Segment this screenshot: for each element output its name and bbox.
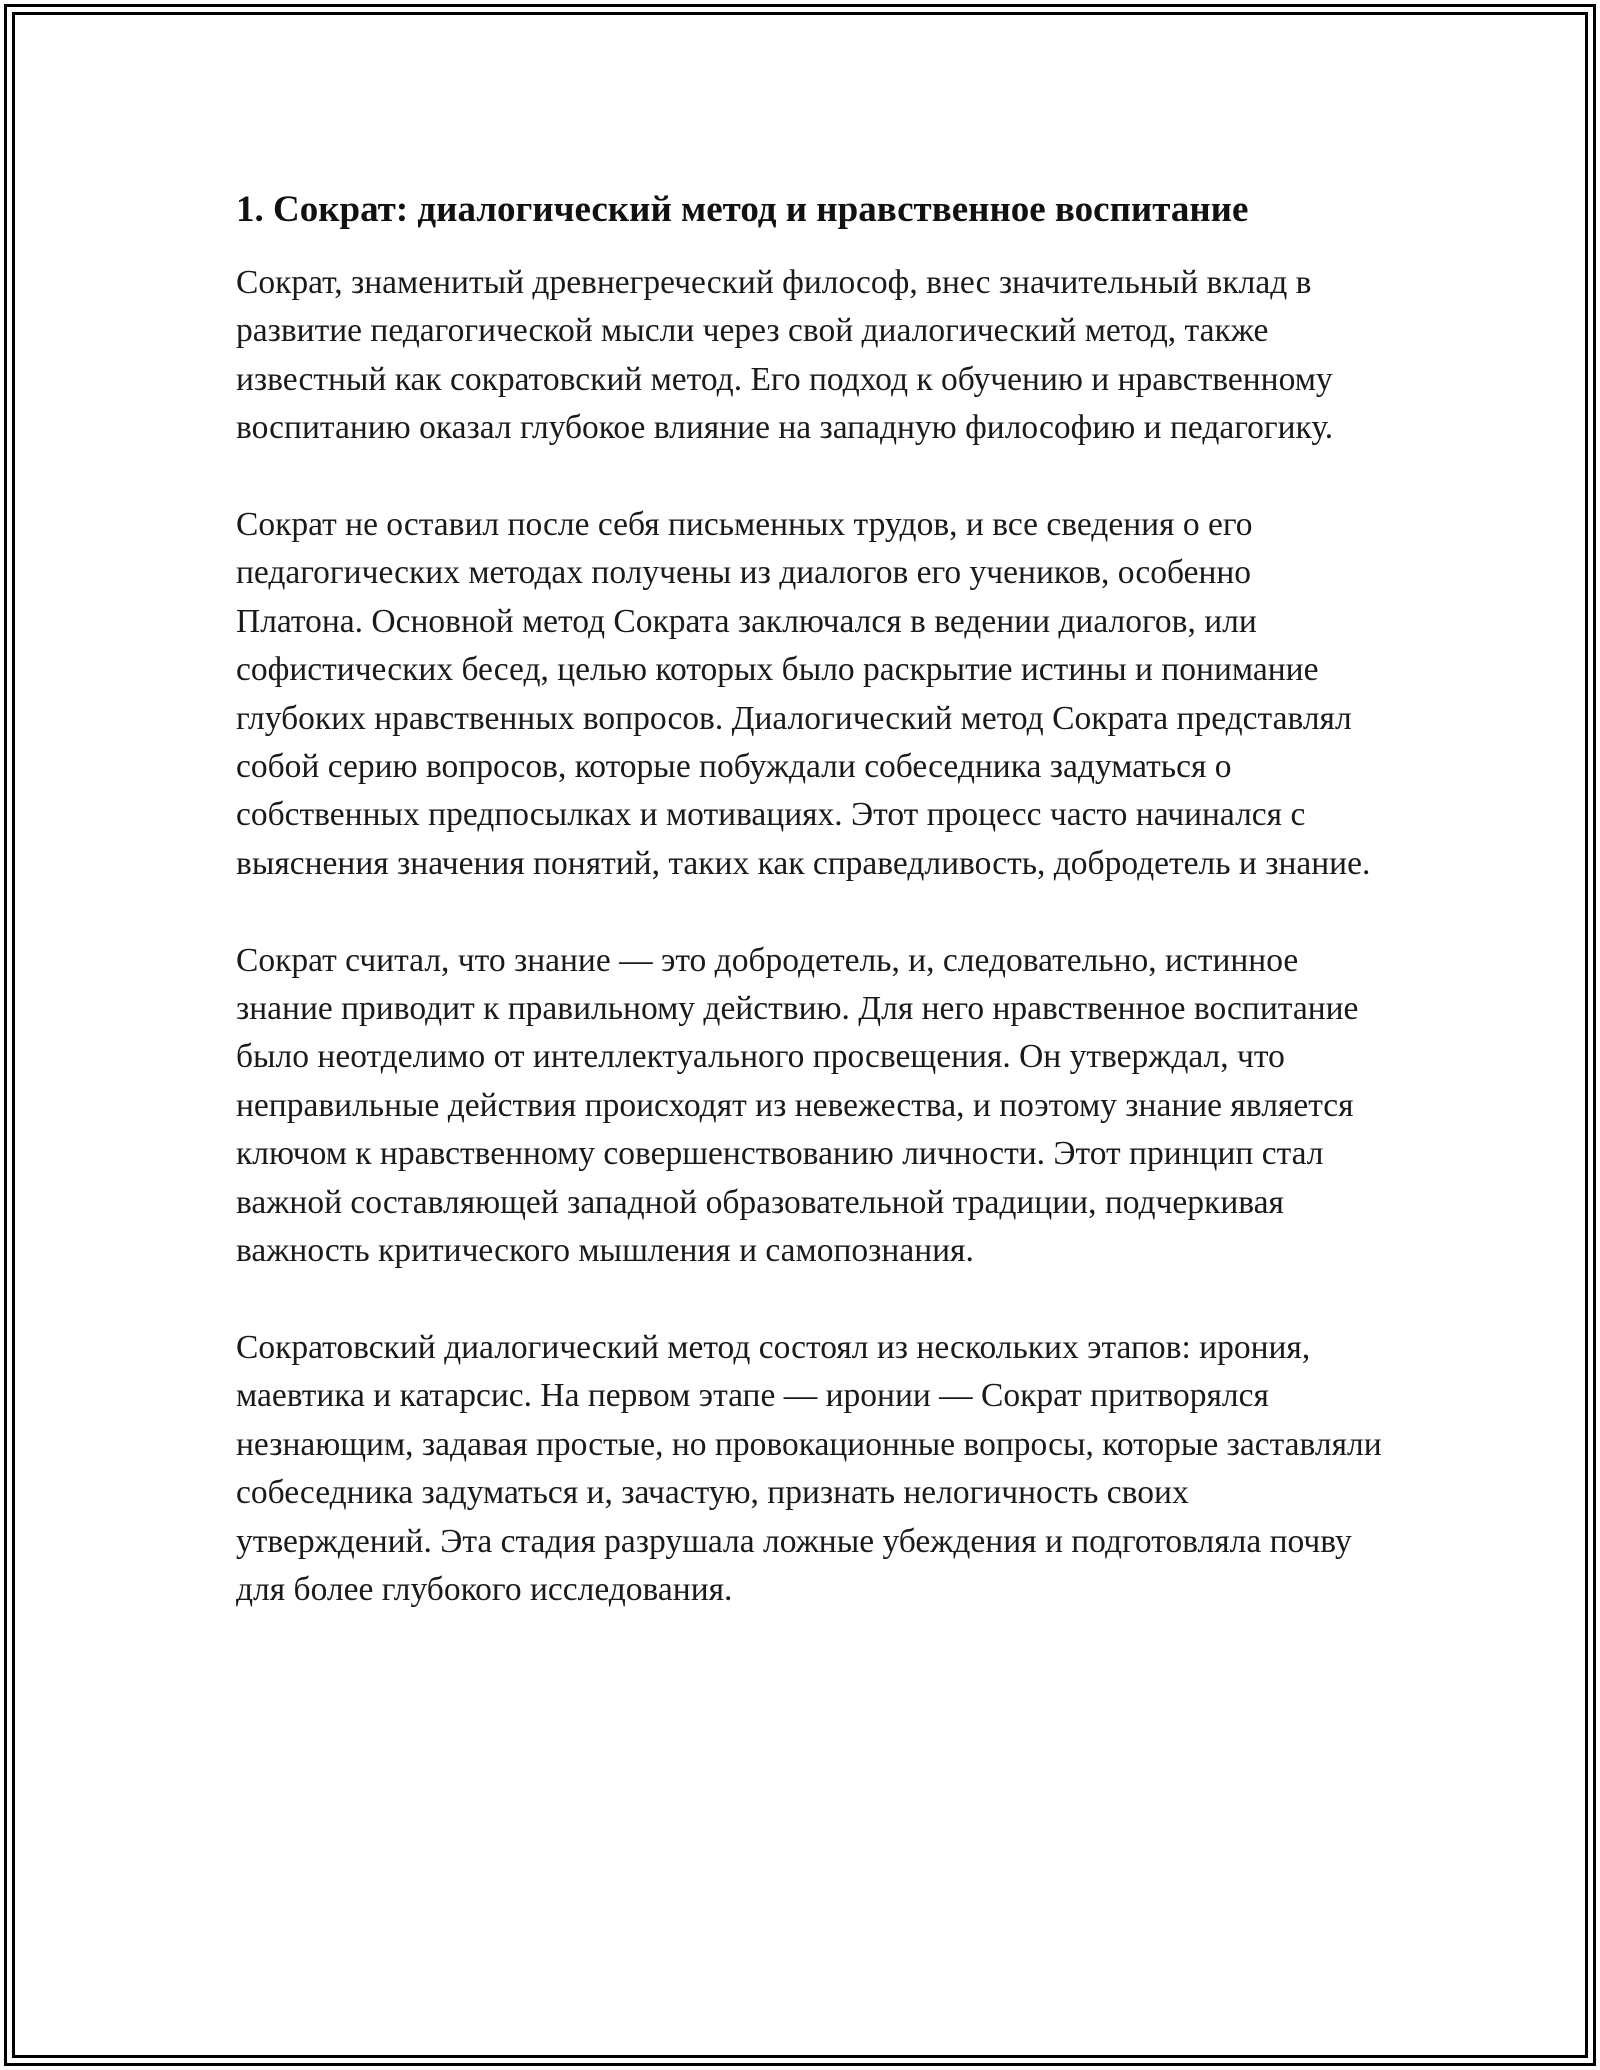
document-body [236,182,1386,1614]
paragraph-intro: Сократ, знаменитый древнегреческий философ, внес значительный вклад в развитие педагогической мысли через свой диалогический метод, также известный как сократовский метод. Его подход к обучению и нравственному воспитанию оказал глубокое влияние на западную философию и педагогику. [236,264,1334,447]
section-heading: 1. Сократ: диалогический метод и нравственное воспитание [236,189,1249,230]
paragraph-method-stages: Сократовский диалогический метод состоял из нескольких этапов: ирония, маевтика и катарсис. На первом этапе — иронии — Сократ притворялся незнающим, задавая простые, но провокационные вопросы, которые заставляли собеседника задуматься и, зачастую, признать нелогичность своих утверждений. Эта стадия разрушала ложные убеждения и подготовляла почву для более глубокого исследования. [236,1328,1382,1608]
paragraph-knowledge-virtue: Сократ считал, что знание — это добродетель, и, следовательно, истинное знание приводит к правильному действию. Для него нравственное воспитание было неотделимо от интеллектуального просвещения. Он утверждал, что неправильные действия происходят из невежества, и поэтому знание является ключом к нравственному совершенствованию личности. Этот принцип стал важной составляющей западной образовательной традиции, подчеркивая важность критического мышления и самопознания. [236,941,1359,1270]
paragraph-dialogues: Сократ не оставил после себя письменных трудов, и все сведения о его педагогических методах получены из диалогов его учеников, особенно Платона. Основной метод Сократа заключался в ведении диалогов, или софистических бесед, целью которых было раскрытие истины и понимание глубоких нравственных вопросов. Диалогический метод Сократа представлял собой серию вопросов, которые побуждали собеседника задуматься о собственных предпосылках и мотивациях. Этот процесс часто начинался с выяснения значения понятий, таких как справедливость, добродетель и знание. [236,506,1371,882]
